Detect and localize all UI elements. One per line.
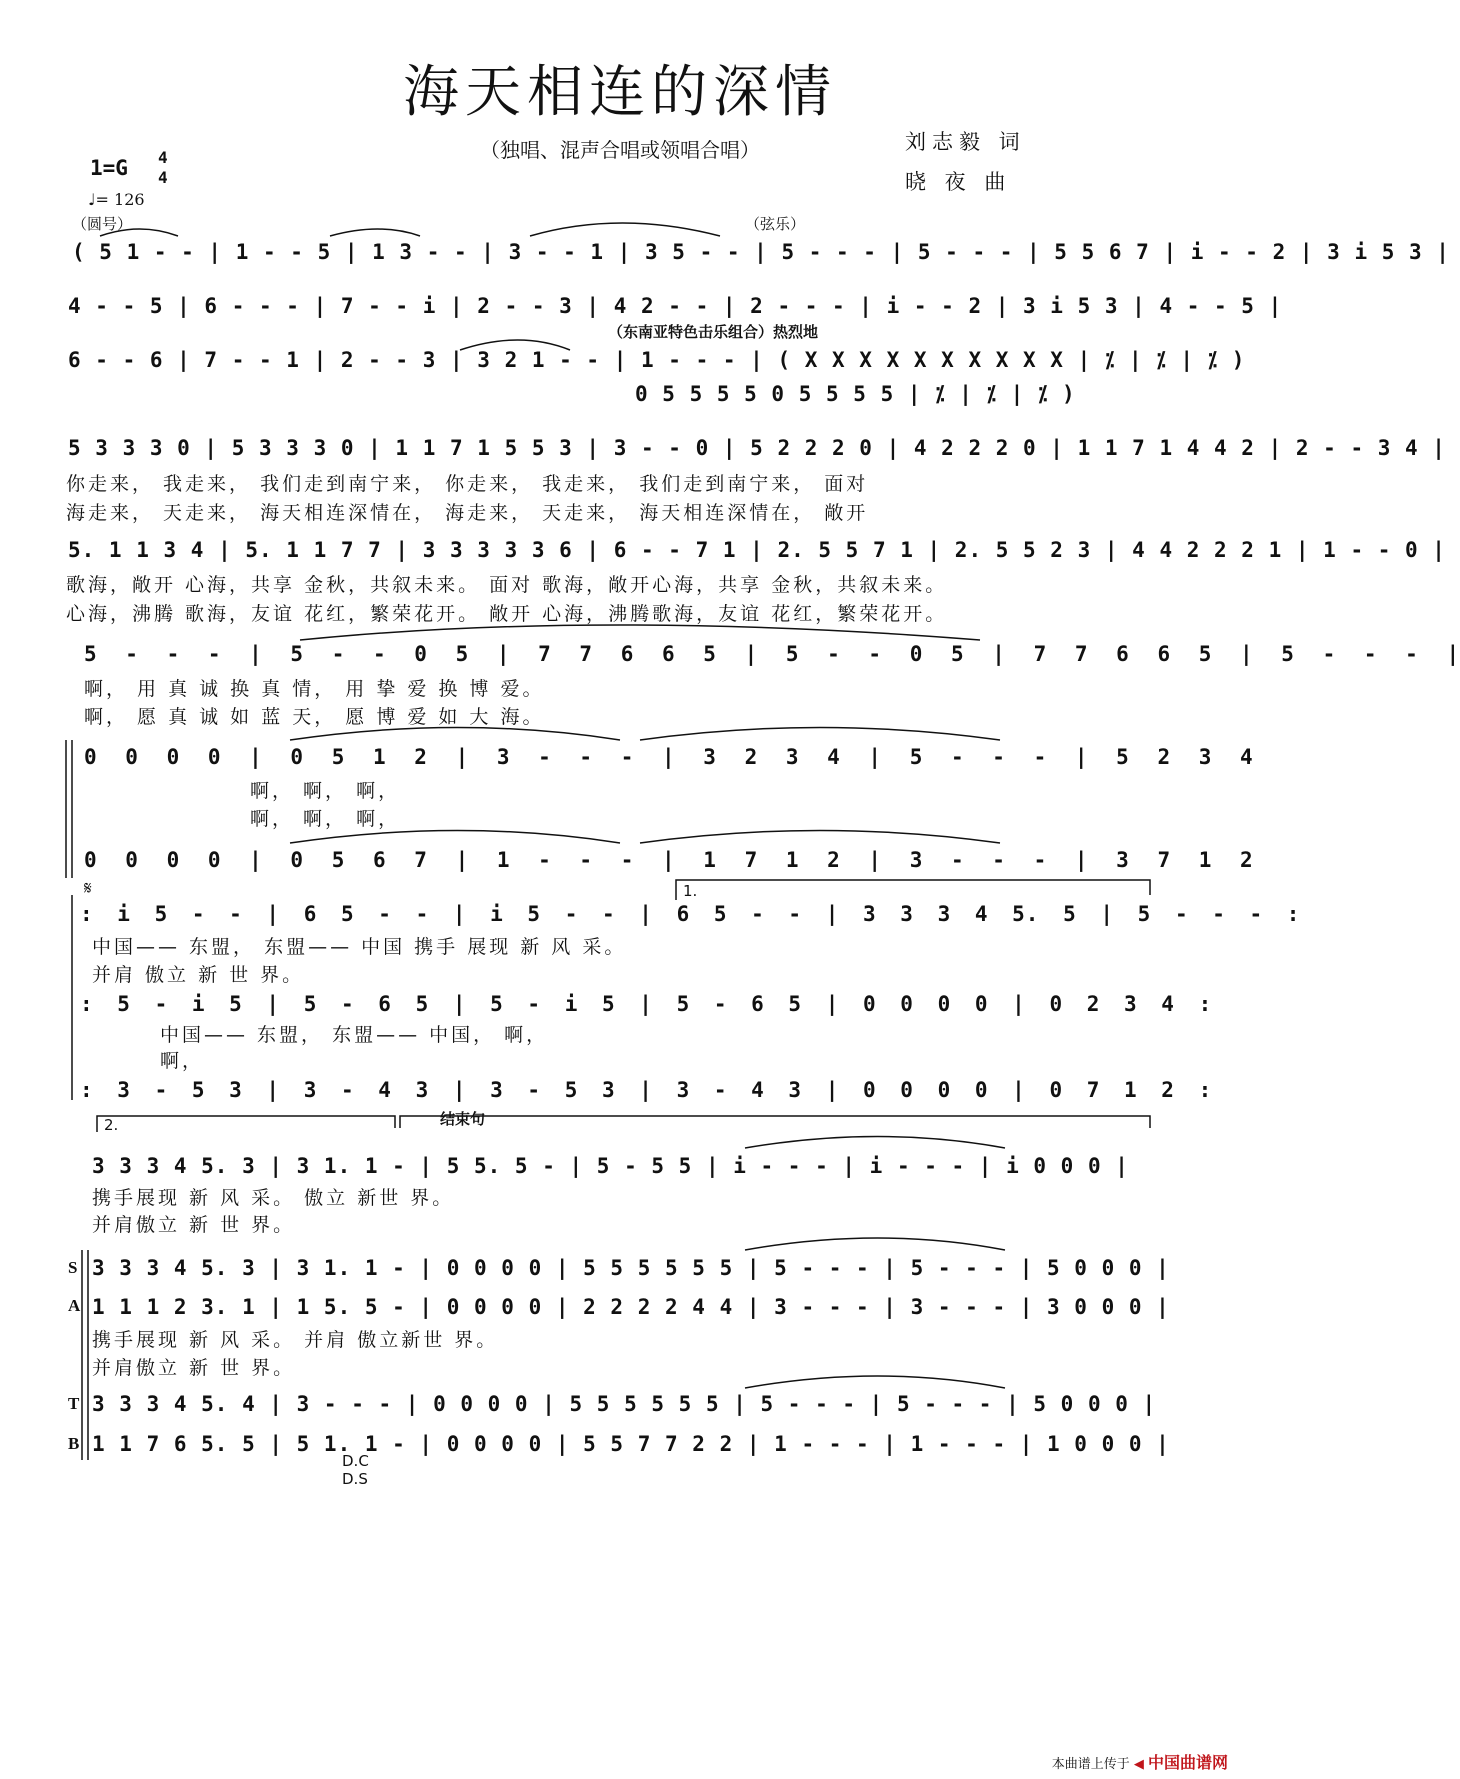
tempo-mark: ♩= 126 xyxy=(88,190,145,209)
soprano-notes: 3 3 3 4 5. 3 | 3 1. 1 - | 0 0 0 0 | 5 5 5 5 5 5 | 5 - - - | 5 - - - | 5 0 0 0 | xyxy=(92,1256,1170,1280)
system-5-lyrics-2: 心海，沸腾 歌海，友谊 花红，繁荣花开。 敞开 心海，沸腾歌海，友谊 花红，繁荣花开。 xyxy=(66,603,948,625)
system-9-lyrics-1: 携手展现 新 风 采。 傲立 新世 界。 xyxy=(92,1187,455,1209)
voice-label-b: B xyxy=(68,1434,80,1453)
time-signature-bottom: 4 xyxy=(158,168,168,187)
lyricist: 刘志毅 词 xyxy=(905,130,1026,154)
footer-upload-note xyxy=(1052,1750,1228,1773)
system-1-notes: ( 5 1 - - | 1 - - 5 | 1 3 - - | 3 - - 1 | 3 5 - - | 5 - - - | 5 - - - | 5 5 6 7 | i - - 2 | 3 i 5 3 | xyxy=(72,240,1450,264)
system-5-notes: 5. 1 1 3 4 | 5. 1 1 7 7 | 3 3 3 3 3 6 | 6 - - 7 1 | 2. 5 5 7 1 | 2. 5 5 2 3 | 4 4 2 2 2 1 | 1 - - 0 | xyxy=(68,538,1446,562)
system-4-lyrics-1: 你走来， 我走来， 我们走到南宁来， 你走来， 我走来， 我们走到南宁来， 面对 xyxy=(66,473,869,495)
system-4-lyrics-2: 海走来， 天走来， 海天相连深情在， 海走来， 天走来， 海天相连深情在， 敞开 xyxy=(66,502,869,524)
system-8-lower-notes: : 3 - 5 3 | 3 - 4 3 | 3 - 5 3 | 3 - 4 3 | 0 0 0 0 | 0 7 1 2 : xyxy=(80,1078,1213,1102)
tenor-notes: 3 3 3 4 5. 4 | 3 - - - | 0 0 0 0 | 5 5 5 5 5 5 | 5 - - - | 5 - - - | 5 0 0 0 | xyxy=(92,1392,1157,1416)
system-7-lower-notes: 0 0 0 0 | 0 5 6 7 | 1 - - - | 1 7 1 2 | 3 - - - | 3 7 1 2 xyxy=(84,848,1254,872)
page-title: 海天相连的深情 xyxy=(403,60,837,125)
alto-lyrics-2: 并肩傲立 新 世 界。 xyxy=(92,1357,296,1379)
alto-lyrics-1: 携手展现 新 风 采。 并肩 傲立新世 界。 xyxy=(92,1329,499,1351)
time-signature-top: 4 xyxy=(158,148,168,167)
dc-mark: D.C xyxy=(342,1452,369,1470)
system-6-lyrics-1: 啊， 用 真 诚 换 真 情， 用 挚 爱 换 博 爱。 xyxy=(84,678,545,700)
volta-1: 1. xyxy=(683,882,698,900)
horn-mark: （圆号） xyxy=(72,215,133,233)
voice-label-t: T xyxy=(68,1394,80,1413)
system-7-lyrics-2: 啊， 啊， 啊， xyxy=(250,808,401,830)
system-8-middle-notes: : 5 - i 5 | 5 - 6 5 | 5 - i 5 | 5 - 6 5 | 0 0 0 0 | 0 2 3 4 : xyxy=(80,992,1213,1016)
voice-label-s: S xyxy=(68,1258,78,1277)
system-7-lyrics-1: 啊， 啊， 啊， xyxy=(250,780,401,802)
system-3-percussion-lower: 0 5 5 5 5 0 5 5 5 5 | ⁒ | ⁒ | ⁒ ) xyxy=(635,382,1076,406)
system-8-middle-lyrics-2: 啊， xyxy=(160,1050,205,1072)
footer-brand: 中国曲谱网 xyxy=(1147,1753,1228,1772)
bass-notes: 1 1 7 6 5. 5 | 5 1. 1 - | 0 0 0 0 | 5 5 7 7 2 2 | 1 - - - | 1 - - - | 1 0 0 0 | xyxy=(92,1432,1170,1456)
composer: 晓 夜 曲 xyxy=(905,170,1012,194)
system-9-lyrics-2: 并肩傲立 新 世 界。 xyxy=(92,1214,296,1236)
system-8-middle-lyrics-1: 中国—— 东盟， 东盟—— 中国， 啊， xyxy=(160,1024,549,1046)
footer-prefix: 本曲谱上传于 xyxy=(1051,1757,1130,1772)
system-5-lyrics-1: 歌海，敞开 心海，共享 金秋，共叙未来。 面对 歌海，敞开心海，共享 金秋，共叙未来。 xyxy=(66,574,948,596)
system-2-notes: 4 - - 5 | 6 - - - | 7 - - i | 2 - - 3 | 4 2 - - | 2 - - - | i - - 2 | 3 i 5 3 | 4 - - 5 | xyxy=(68,294,1283,318)
site-logo-icon: ◀ xyxy=(1133,1757,1144,1772)
ds-mark: D.S xyxy=(342,1470,368,1488)
voice-label-a: A xyxy=(68,1296,81,1315)
alto-notes: 1 1 1 2 3. 1 | 1 5. 5 - | 0 0 0 0 | 2 2 2 2 4 4 | 3 - - - | 3 - - - | 3 0 0 0 | xyxy=(92,1295,1170,1319)
percussion-mark: （东南亚特色击乐组合）热烈地 xyxy=(608,323,819,341)
strings-mark: （弦乐） xyxy=(745,215,806,233)
system-6-notes: 5 - - - | 5 - - 0 5 | 7 7 6 6 5 | 5 - - 0 5 | 7 7 6 6 5 | 5 - - - | xyxy=(84,642,1460,666)
system-6-lyrics-2: 啊， 愿 真 诚 如 蓝 天， 愿 博 爱 如 大 海。 xyxy=(84,706,545,728)
system-8-lyrics-1: 中国—— 东盟， 东盟—— 中国 携手 展现 新 风 采。 xyxy=(92,936,627,958)
system-4-notes: 5 3 3 3 0 | 5 3 3 3 0 | 1 1 7 1 5 5 3 | 3 - - 0 | 5 2 2 2 0 | 4 2 2 2 0 | 1 1 7 1 4 4 2 | 2 - - 3 4 | xyxy=(68,436,1446,460)
volta-2: 2. xyxy=(104,1116,119,1134)
subtitle: （独唱、混声合唱或领唱合唱） xyxy=(480,138,760,162)
ending-mark: 结束句 xyxy=(440,1110,486,1128)
system-3-notes: 6 - - 6 | 7 - - 1 | 2 - - 3 | 3 2 1 - - | 1 - - - | ( X X X X X X X X X X | ⁒ | ⁒ | ⁒ ) xyxy=(68,348,1246,372)
system-8-lyrics-2: 并肩 傲立 新 世 界。 xyxy=(92,964,305,986)
segno-mark: 𝄋 xyxy=(84,878,92,899)
system-8-upper-notes: : i 5 - - | 6 5 - - | i 5 - - | 6 5 - - | 3 3 3 4 5. 5 | 5 - - - : xyxy=(80,902,1301,926)
system-9-notes: 3 3 3 4 5. 3 | 3 1. 1 - | 5 5. 5 - | 5 - 5 5 | i - - - | i - - - | i 0 0 0 | xyxy=(92,1154,1129,1178)
key-signature: 1=G xyxy=(90,156,128,180)
system-7-upper-notes: 0 0 0 0 | 0 5 1 2 | 3 - - - | 3 2 3 4 | 5 - - - | 5 2 3 4 xyxy=(84,745,1254,769)
